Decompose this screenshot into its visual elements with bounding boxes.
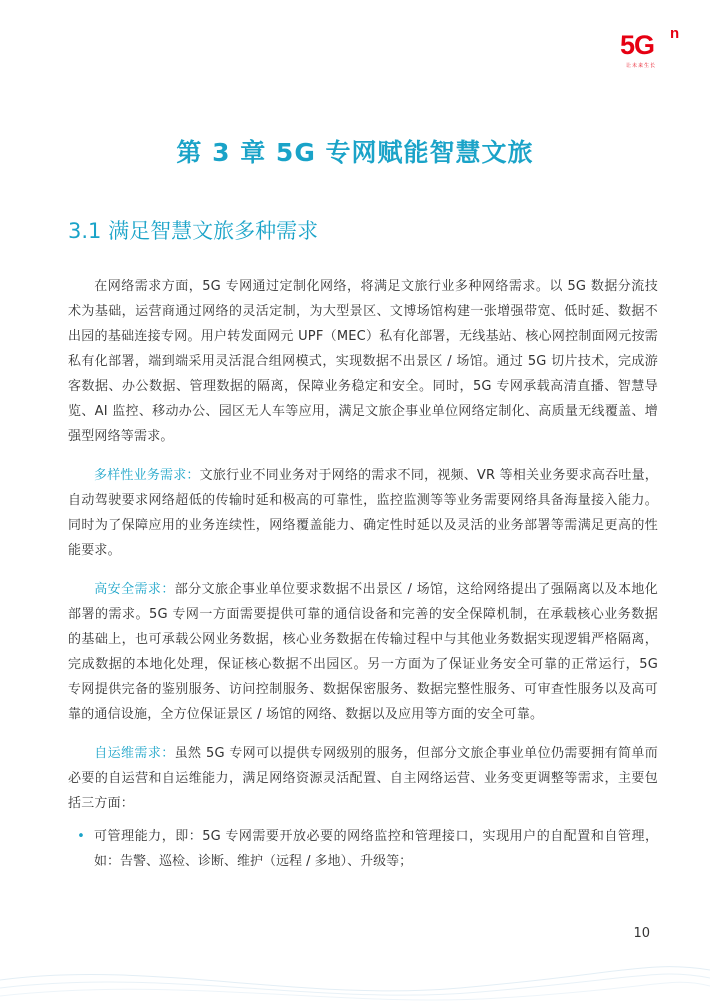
bullet-item: [68, 824, 658, 874]
paragraph: [68, 463, 658, 563]
paragraph-text: 部分文旅企事业单位要求数据不出景区 / 场馆，这给网络提出了强隔离以及本地化部署的需求。5G 专网一方面需要提供可靠的通信设备和完善的安全保障机制，在承载核心业务数据的基础上，也可承载公网业务数据，核心业务数据在传输过程中与其他业务数据实现逻辑严格隔离，完成数据的本地化处理，保证核心数据不出园区。另一方面为了保证业务安全可靠的正常运行，5G 专网提供完备的鉴别服务、访问控制服务、数据保密服务、数据完整性服务、可审查性服务以及高可靠的通信设施，全方位保证景区 / 场馆的网络、数据以及应用等方面的安全可靠。: [68, 582, 659, 722]
logo-tagline: 让未来生长: [626, 63, 657, 69]
brand-logo: [620, 25, 684, 70]
decorative-wave: [0, 940, 710, 1004]
logo-5g: 5G: [620, 30, 655, 60]
paragraph-lead: 自运维需求：: [94, 746, 175, 761]
section-title: 3.1 满足智慧文旅多种需求: [68, 219, 319, 243]
body-content: [68, 274, 658, 874]
logo-superscript: n: [670, 25, 680, 42]
paragraph-lead: 高安全需求：: [94, 582, 175, 597]
chapter-title: 第 3 章 5G 专网赋能智慧文旅: [176, 138, 534, 167]
paragraph-text: 在网络需求方面，5G 专网通过定制化网络，将满足文旅行业多种网络需求。以 5G 数据分流技术为基础，运营商通过网络的灵活定制，为大型景区、文博场馆构建一张增强带宽、低时延、数据不出园的基础连接专网。用户转发面网元 UPF（MEC）私有化部署，无线基站、核心网控制面网元按需私有化部署，端到端采用灵活混合组网模式，实现数据不出景区 / 场馆。通过 5G 切片技术，完成游客数据、办公数据、管理数据的隔离，保障业务稳定和安全。同时，5G 专网承载高清直播、智慧导览、AI 监控、移动办公、园区无人车等应用，满足文旅企事业单位网络定制化、高质量无线覆盖、增强型网络等需求。: [68, 279, 658, 444]
paragraph: [68, 577, 658, 727]
bullet-text: 可管理能力，即：5G 专网需要开放必要的网络监控和管理接口，实现用户的自配置和自管理，如：告警、巡检、诊断、维护（远程 / 多地）、升级等；: [94, 829, 658, 869]
paragraph-text: 文旅行业不同业务对于网络的需求不同，视频、VR 等相关业务要求高吞吐量，自动驾驶要求网络超低的传输时延和极高的可靠性，监控监测等等业务需要网络具备海量接入能力。同时为了保障应用的业务连续性，网络覆盖能力、确定性时延以及灵活的业务部署等需满足更高的性能要求。: [68, 468, 658, 558]
page-number: 10: [633, 926, 650, 941]
paragraph-lead: 多样性业务需求：: [94, 468, 200, 483]
paragraph: [68, 274, 658, 449]
paragraph: [68, 741, 658, 816]
paragraph-text: 虽然 5G 专网可以提供专网级别的服务，但部分文旅企事业单位仍需要拥有简单而必要的自运营和自运维能力，满足网络资源灵活配置、自主网络运营、业务变更调整等需求，主要包括三方面：: [68, 746, 658, 811]
bullet-dot-icon: •: [77, 829, 85, 844]
